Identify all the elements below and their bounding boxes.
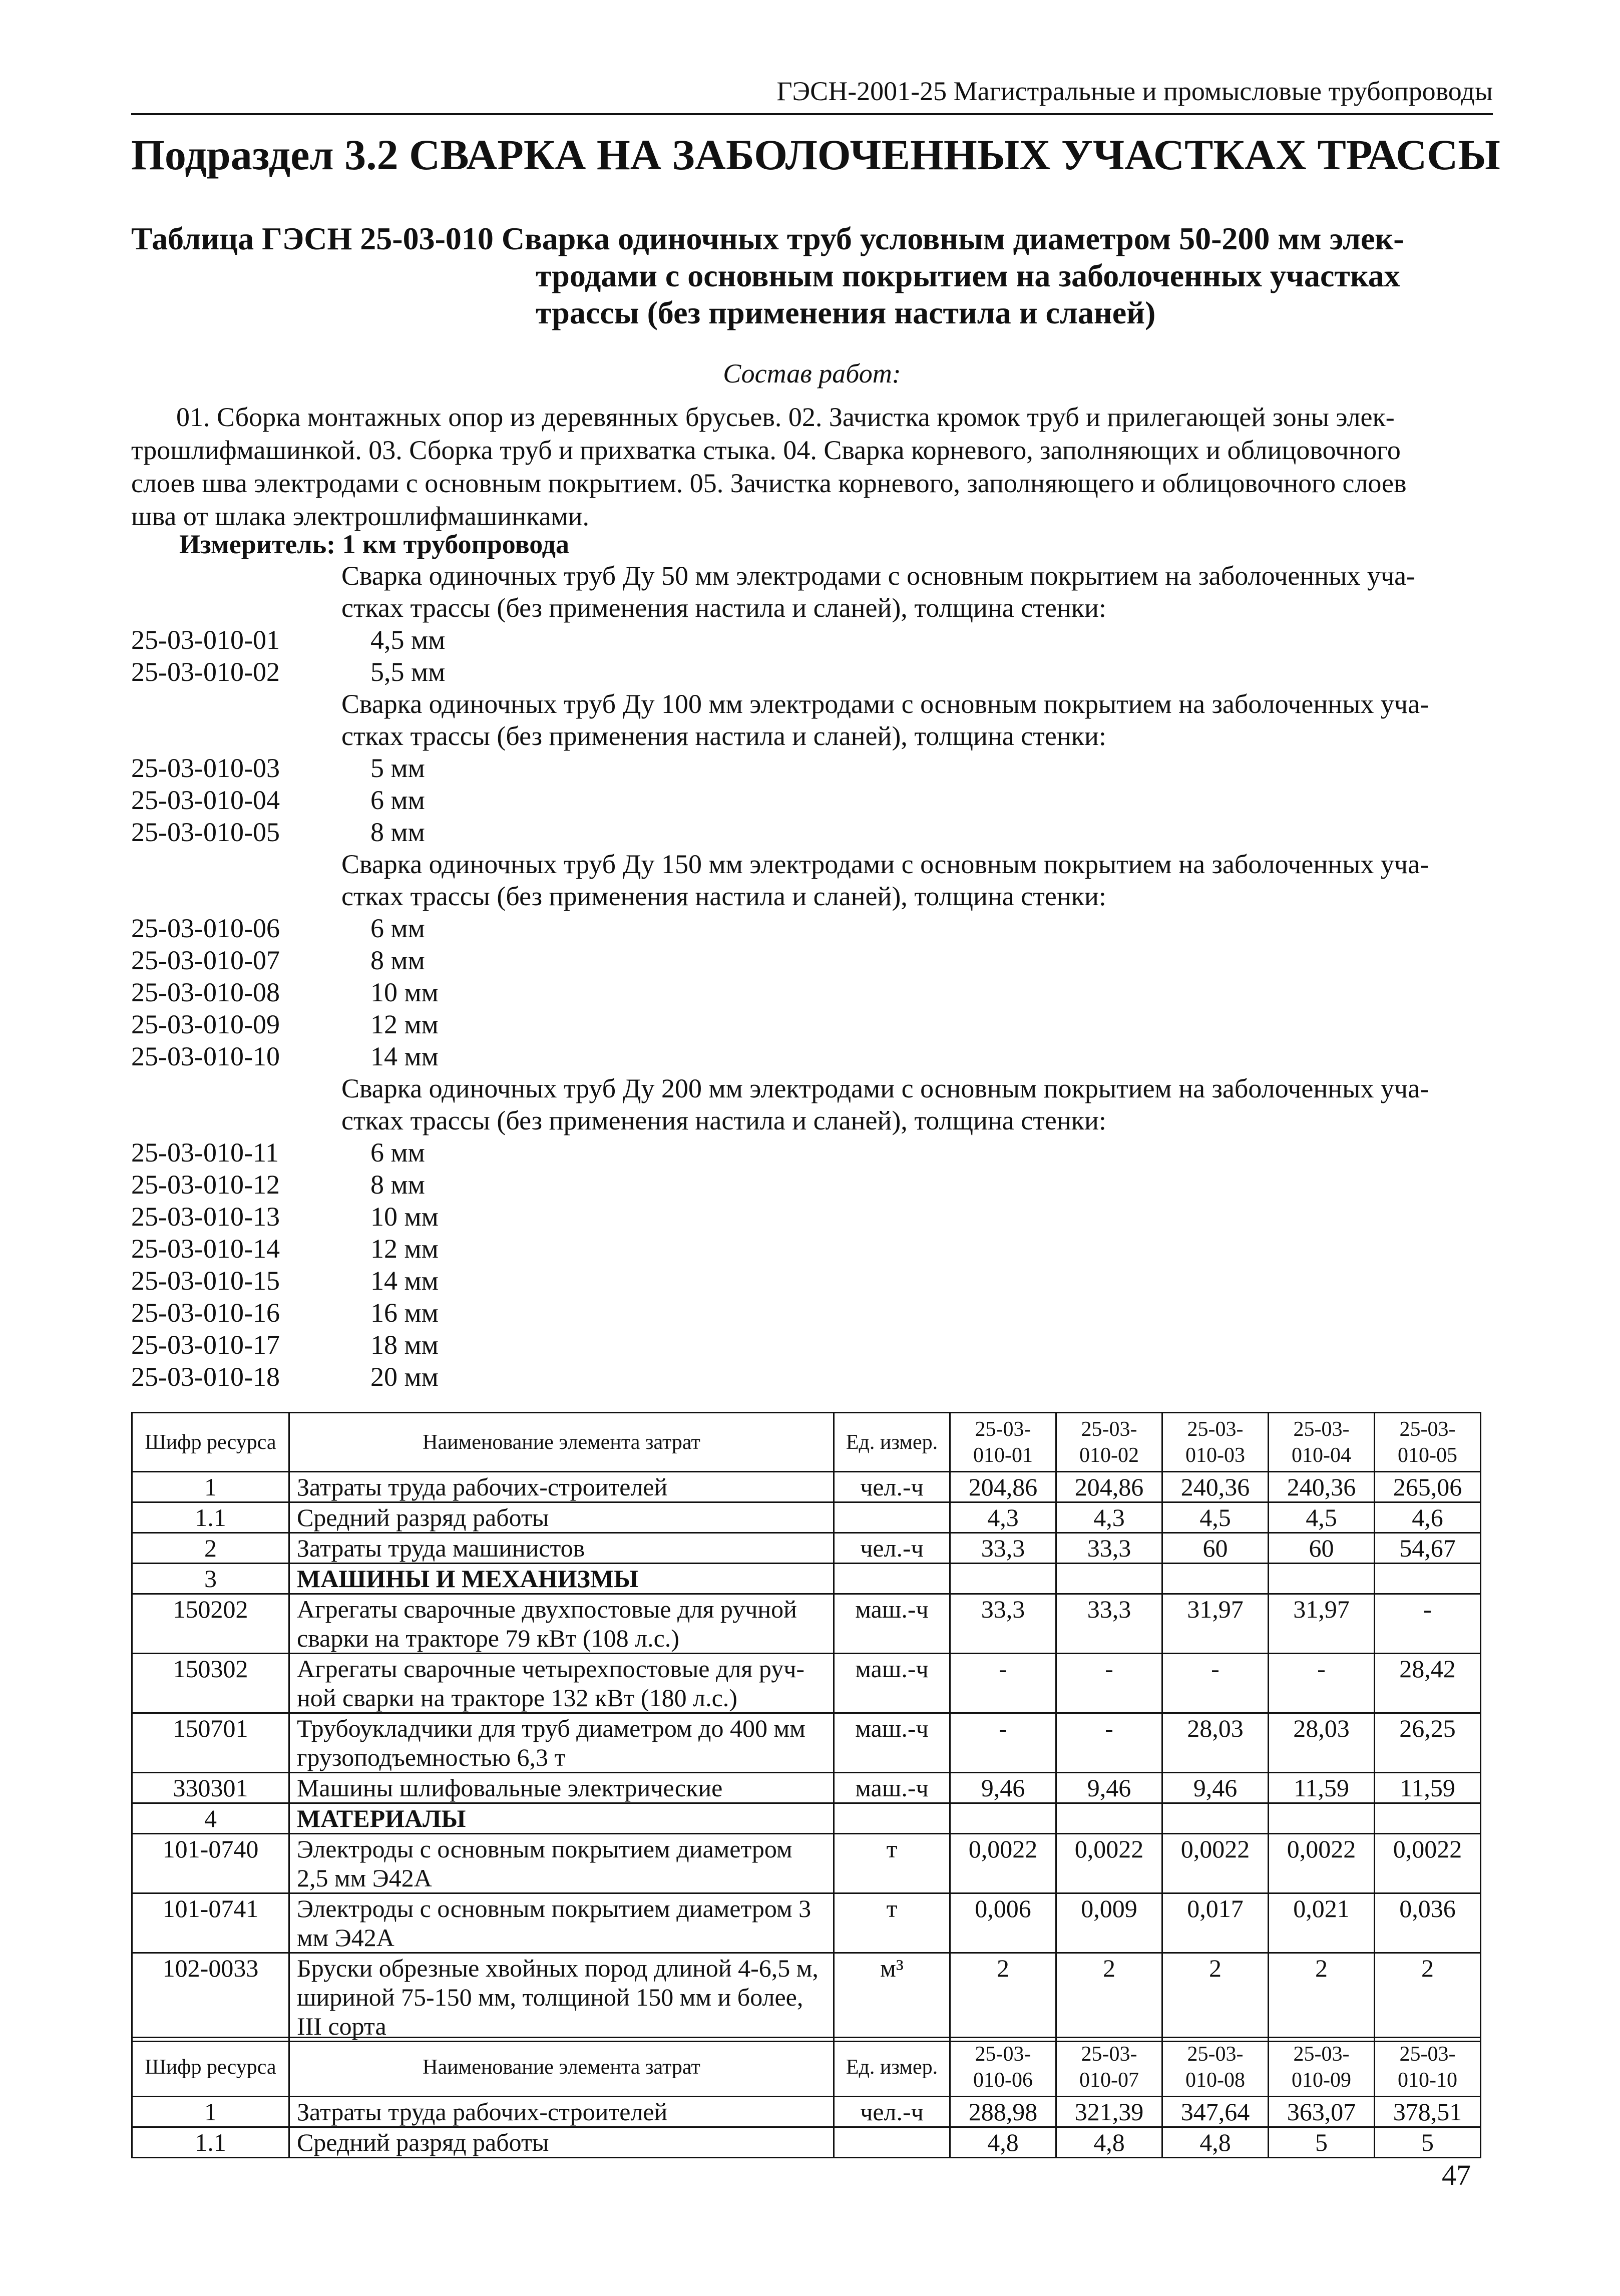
norm-thickness: 5,5 мм: [370, 657, 446, 687]
norm-code-part: 010-06: [973, 2068, 1033, 2092]
norm-thickness: 5 мм: [370, 753, 425, 783]
column-header-norm: [950, 2038, 1056, 2097]
norm-value: 5: [1269, 2127, 1375, 2158]
norm-value: [1162, 1803, 1269, 1834]
norm-value: 2: [950, 1953, 1056, 2042]
norm-value: 28,03: [1269, 1713, 1375, 1773]
norm-code-part: 010-04: [1292, 1443, 1351, 1467]
norm-thickness: 8 мм: [370, 945, 425, 975]
cost-element-name: МАШИНЫ И МЕХАНИЗМЫ: [289, 1564, 834, 1594]
norm-value: 0,0022: [1269, 1834, 1375, 1893]
norm-code-part: 25-03-: [1293, 1417, 1350, 1441]
page-number: 47: [1442, 2159, 1471, 2191]
table-row: [132, 1893, 1481, 1953]
norm-value: 26,25: [1375, 1713, 1481, 1773]
norm-thickness: 10 мм: [370, 977, 439, 1007]
description-line: стках трассы (без применения настила и сланей), толщина стенки:: [341, 721, 1106, 751]
norm-value: 33,3: [950, 1594, 1056, 1654]
norm-value: 2: [1375, 1953, 1481, 2042]
norm-row: [131, 1329, 1493, 1361]
resource-code: 1.1: [132, 1502, 289, 1533]
norm-thickness: 20 мм: [370, 1362, 439, 1392]
norm-code-part: 25-03-: [1187, 1417, 1244, 1441]
norm-value: 240,36: [1269, 1472, 1375, 1502]
table-row: [132, 1502, 1481, 1533]
column-header-norm: [1056, 2038, 1162, 2097]
table-row: [132, 2127, 1481, 2158]
norm-code-part: 25-03-: [975, 1417, 1031, 1441]
norm-thickness: 12 мм: [370, 1234, 439, 1264]
work-line: трошлифмашинкой. 03. Сборка труб и прихватка стыка. 04. Сварка корневого, заполняющих и облицовочного: [131, 435, 1401, 465]
norm-row: [131, 1233, 1493, 1265]
norm-value: 0,009: [1056, 1893, 1162, 1953]
resource-code: 330301: [132, 1773, 289, 1803]
norm-thickness: 6 мм: [370, 785, 425, 815]
norm-row: [131, 1265, 1493, 1297]
norm-group-description: [131, 688, 1493, 752]
description-line: стках трассы (без применения настила и сланей), толщина стенки:: [341, 1105, 1106, 1135]
resource-table-1: [131, 1412, 1481, 2042]
resource-code: 150701: [132, 1713, 289, 1773]
unit: [834, 1803, 950, 1834]
norm-value: 4,8: [1056, 2127, 1162, 2158]
norm-value: 0,006: [950, 1893, 1056, 1953]
cost-element-name: [289, 1654, 834, 1713]
norm-value: -: [1056, 1654, 1162, 1713]
norm-thickness: 12 мм: [370, 1009, 439, 1039]
column-header-norm: [1375, 2038, 1481, 2097]
norm-thickness: 8 мм: [370, 817, 425, 847]
norm-code-part: 25-03-: [1399, 1417, 1456, 1441]
norm-value: [1269, 1564, 1375, 1594]
resource-code: 1.1: [132, 2127, 289, 2158]
name-line: ной сварки на тракторе 132 кВт (180 л.с.): [297, 1684, 737, 1712]
norm-code: 25-03-010-02: [131, 657, 280, 687]
norm-value: 204,86: [1056, 1472, 1162, 1502]
norm-value: 2: [1056, 1953, 1162, 2042]
norm-code: 25-03-010-09: [131, 1009, 280, 1039]
norm-code-part: 25-03-: [1293, 2042, 1350, 2066]
norm-value: 28,42: [1375, 1654, 1481, 1713]
norm-group-description: [131, 560, 1493, 624]
norm-row: [131, 1169, 1493, 1201]
name-line: мм Э42А: [297, 1924, 394, 1952]
norm-code-part: 010-07: [1079, 2068, 1139, 2092]
unit: [834, 1502, 950, 1533]
resource-code: 4: [132, 1803, 289, 1834]
work-composition-text: [131, 401, 1493, 533]
name-line: шириной 75-150 мм, толщиной 150 мм и более,: [297, 1983, 803, 2011]
column-header-norm: [1375, 1413, 1481, 1472]
norm-value: [1056, 1564, 1162, 1594]
norm-value: 33,3: [1056, 1533, 1162, 1564]
norm-value: [950, 1803, 1056, 1834]
norm-code: 25-03-010-03: [131, 753, 280, 783]
norm-value: 33,3: [950, 1533, 1056, 1564]
norm-value: 2: [1269, 1953, 1375, 2042]
norm-value: 0,0022: [1162, 1834, 1269, 1893]
norm-value: 288,98: [950, 2097, 1056, 2127]
unit: [834, 1564, 950, 1594]
resource-code: 101-0740: [132, 1834, 289, 1893]
norm-code-part: 25-03-: [1187, 2042, 1244, 2066]
norm-value: 28,03: [1162, 1713, 1269, 1773]
norm-value: [1269, 1803, 1375, 1834]
norm-value: 11,59: [1269, 1773, 1375, 1803]
norm-value: 9,46: [1056, 1773, 1162, 1803]
norm-code: 25-03-010-15: [131, 1266, 280, 1296]
running-header: ГЭСН-2001-25 Магистральные и промысловые трубопроводы: [776, 76, 1493, 106]
norm-value: 2: [1162, 1953, 1269, 2042]
norm-group-description: [131, 848, 1493, 912]
table-row: [132, 1773, 1481, 1803]
column-header-name: Наименование элемента затрат: [289, 2038, 834, 2097]
name-line: Агрегаты сварочные двухпостовые для ручной: [297, 1595, 797, 1623]
work-composition-heading: Состав работ:: [723, 358, 901, 389]
resource-code: 150202: [132, 1594, 289, 1654]
resource-code: 101-0741: [132, 1893, 289, 1953]
norm-code-part: 010-03: [1185, 1443, 1245, 1467]
norm-value: 0,036: [1375, 1893, 1481, 1953]
measure-label: Измеритель:: [179, 529, 336, 559]
description-line: стках трассы (без применения настила и сланей), толщина стенки:: [341, 881, 1106, 911]
norm-value: 4,8: [1162, 2127, 1269, 2158]
description-line: Сварка одиночных труб Ду 150 мм электродами с основным покрытием на заболоченных уча-: [341, 849, 1429, 879]
table-title: [131, 220, 1493, 331]
cost-element-name: Затраты труда машинистов: [289, 1533, 834, 1564]
resource-code: 150302: [132, 1654, 289, 1713]
cost-element-name: Затраты труда рабочих-строителей: [289, 2097, 834, 2127]
norm-value: 0,0022: [1375, 1834, 1481, 1893]
table-title-line: тродами с основным покрытием на заболоченных участках: [536, 258, 1400, 293]
name-line: сварки на тракторе 79 кВт (108 л.с.): [297, 1624, 679, 1652]
description-line: Сварка одиночных труб Ду 100 мм электродами с основным покрытием на заболоченных уча-: [341, 689, 1429, 719]
norm-code-part: 010-09: [1292, 2068, 1351, 2092]
norm-code-part: 25-03-: [1399, 2042, 1456, 2066]
norm-code-part: 25-03-: [975, 2042, 1031, 2066]
norm-code-part: 010-10: [1398, 2068, 1457, 2092]
norm-value: [950, 1564, 1056, 1594]
table-row: [132, 2097, 1481, 2127]
norm-row: [131, 1040, 1493, 1072]
unit: маш.-ч: [834, 1594, 950, 1654]
norm-value: [1375, 1803, 1481, 1834]
norm-value: 11,59: [1375, 1773, 1481, 1803]
name-line: грузоподъемностью 6,3 т: [297, 1743, 566, 1771]
norm-code: 25-03-010-10: [131, 1041, 280, 1071]
work-line: 01. Сборка монтажных опор из деревянных брусьев. 02. Зачистка кромок труб и прилегающей зоны элек-: [176, 402, 1395, 432]
name-line: Бруски обрезные хвойных пород длиной 4-6,5 м,: [297, 1954, 819, 1982]
unit: маш.-ч: [834, 1713, 950, 1773]
norm-thickness: 14 мм: [370, 1041, 439, 1071]
norm-value: 9,46: [1162, 1773, 1269, 1803]
column-header-norm: [950, 1413, 1056, 1472]
name-line: III сорта: [297, 2012, 386, 2040]
norm-value: 321,39: [1056, 2097, 1162, 2127]
norm-value: 378,51: [1375, 2097, 1481, 2127]
unit: чел.-ч: [834, 1472, 950, 1502]
norm-thickness: 14 мм: [370, 1266, 439, 1296]
column-header-norm: [1269, 1413, 1375, 1472]
norm-value: 31,97: [1162, 1594, 1269, 1654]
norm-value: 54,67: [1375, 1533, 1481, 1564]
norm-row: [131, 976, 1493, 1008]
work-line: шва от шлака электрошлифмашинками.: [131, 501, 590, 531]
table-row: [132, 1953, 1481, 2042]
norm-row: [131, 656, 1493, 688]
header-row: [132, 2038, 1481, 2097]
norm-code: 25-03-010-04: [131, 785, 280, 815]
unit: м³: [834, 1953, 950, 2042]
norm-value: 31,97: [1269, 1594, 1375, 1654]
cost-element-name: [289, 1713, 834, 1773]
norm-row: [131, 784, 1493, 816]
norm-code-part: 010-08: [1185, 2068, 1245, 2092]
norm-row: [131, 1136, 1493, 1169]
norm-value: 204,86: [950, 1472, 1056, 1502]
table-title-line: трассы (без применения настила и сланей): [536, 295, 1156, 330]
norm-value: -: [1056, 1713, 1162, 1773]
norm-code: 25-03-010-17: [131, 1330, 280, 1360]
resource-code: 1: [132, 1472, 289, 1502]
cost-element-name: [289, 1953, 834, 2042]
norm-code: 25-03-010-12: [131, 1170, 280, 1200]
resource-code: 2: [132, 1533, 289, 1564]
name-line: Агрегаты сварочные четырехпостовые для руч-: [297, 1655, 805, 1683]
description-line: Сварка одиночных труб Ду 50 мм электродами с основным покрытием на заболоченных уча-: [341, 561, 1416, 591]
table-row: [132, 1594, 1481, 1654]
name-line: Электроды с основным покрытием диаметром: [297, 1835, 792, 1863]
description-line: стках трассы (без применения настила и сланей), толщина стенки:: [341, 593, 1106, 623]
norm-code-part: 25-03-: [1081, 1417, 1137, 1441]
norm-code: 25-03-010-13: [131, 1202, 280, 1232]
norm-value: 363,07: [1269, 2097, 1375, 2127]
table-row: [132, 1533, 1481, 1564]
table-row: [132, 1472, 1481, 1502]
norm-thickness: 6 мм: [370, 913, 425, 943]
unit: маш.-ч: [834, 1654, 950, 1713]
norm-value: -: [950, 1713, 1056, 1773]
norm-thickness: 6 мм: [370, 1137, 425, 1168]
norm-value: 60: [1162, 1533, 1269, 1564]
norm-code: 25-03-010-06: [131, 913, 280, 943]
norm-group-description: [131, 1072, 1493, 1136]
column-header-code: Шифр ресурса: [132, 1413, 289, 1472]
norm-thickness: 4,5 мм: [370, 625, 446, 655]
cost-element-name: [289, 1594, 834, 1654]
norm-value: 240,36: [1162, 1472, 1269, 1502]
norm-row: [131, 912, 1493, 944]
cost-element-name: Средний разряд работы: [289, 2127, 834, 2158]
norm-thickness: 18 мм: [370, 1330, 439, 1360]
norm-code: 25-03-010-07: [131, 945, 280, 975]
norm-code: 25-03-010-16: [131, 1298, 280, 1328]
norm-value: 347,64: [1162, 2097, 1269, 2127]
norm-row: [131, 1201, 1493, 1233]
norm-thickness: 8 мм: [370, 1170, 425, 1200]
norm-thickness: 10 мм: [370, 1202, 439, 1232]
unit: чел.-ч: [834, 2097, 950, 2127]
name-line: Электроды с основным покрытием диаметром 3: [297, 1894, 812, 1923]
norm-value: 33,3: [1056, 1594, 1162, 1654]
table-title-line: Таблица ГЭСН 25-03-010 Сварка одиночных труб условным диаметром 50-200 мм элек-: [131, 221, 1404, 256]
norm-row: [131, 624, 1493, 656]
resource-code: 3: [132, 1564, 289, 1594]
column-header-unit: Ед. измер.: [834, 2038, 950, 2097]
norm-row: [131, 1008, 1493, 1040]
norm-value: [1375, 1564, 1481, 1594]
norm-row: [131, 752, 1493, 784]
table-row: [132, 1564, 1481, 1594]
unit: т: [834, 1893, 950, 1953]
norm-row: [131, 1297, 1493, 1329]
norm-code: 25-03-010-18: [131, 1362, 280, 1392]
unit: маш.-ч: [834, 1773, 950, 1803]
norm-value: [1056, 1803, 1162, 1834]
norm-code-part: 25-03-: [1081, 2042, 1137, 2066]
table-row: [132, 1834, 1481, 1893]
resource-code: 102-0033: [132, 1953, 289, 2042]
cost-element-name: Средний разряд работы: [289, 1502, 834, 1533]
header-rule: [131, 113, 1493, 115]
norm-value: 60: [1269, 1533, 1375, 1564]
table-row: [132, 1803, 1481, 1834]
norm-code: 25-03-010-14: [131, 1234, 280, 1264]
norm-row: [131, 816, 1493, 848]
norm-value: 9,46: [950, 1773, 1056, 1803]
measure-value: 1 км трубопровода: [342, 529, 570, 559]
norm-value: 265,06: [1375, 1472, 1481, 1502]
resource-table-2: [131, 2037, 1481, 2158]
norm-value: 4,8: [950, 2127, 1056, 2158]
cost-element-name: [289, 1834, 834, 1893]
column-header-unit: Ед. измер.: [834, 1413, 950, 1472]
norm-code: 25-03-010-05: [131, 817, 280, 847]
norm-code: 25-03-010-08: [131, 977, 280, 1007]
cost-element-name: [289, 1893, 834, 1953]
cost-element-name: Машины шлифовальные электрические: [289, 1773, 834, 1803]
column-header-norm: [1162, 2038, 1269, 2097]
table-row: [132, 1713, 1481, 1773]
unit: т: [834, 1834, 950, 1893]
column-header-code: Шифр ресурса: [132, 2038, 289, 2097]
column-header-norm: [1162, 1413, 1269, 1472]
unit: [834, 2127, 950, 2158]
norm-code-part: 010-02: [1079, 1443, 1139, 1467]
norm-value: 5: [1375, 2127, 1481, 2158]
unit: чел.-ч: [834, 1533, 950, 1564]
norm-value: 4,5: [1269, 1502, 1375, 1533]
measure-unit: [179, 528, 569, 561]
cost-element-name: МАТЕРИАЛЫ: [289, 1803, 834, 1834]
norm-value: [1162, 1564, 1269, 1594]
norm-thickness: 16 мм: [370, 1298, 439, 1328]
norm-list: [131, 560, 1493, 1393]
norm-value: 4,6: [1375, 1502, 1481, 1533]
norm-value: -: [950, 1654, 1056, 1713]
norm-code-part: 010-05: [1398, 1443, 1457, 1467]
norm-value: 0,0022: [1056, 1834, 1162, 1893]
norm-value: -: [1375, 1594, 1481, 1654]
column-header-norm: [1269, 2038, 1375, 2097]
norm-value: 4,3: [1056, 1502, 1162, 1533]
name-line: 2,5 мм Э42А: [297, 1864, 432, 1892]
norm-value: 4,3: [950, 1502, 1056, 1533]
cost-element-name: Затраты труда рабочих-строителей: [289, 1472, 834, 1502]
resource-code: 1: [132, 2097, 289, 2127]
norm-code: 25-03-010-11: [131, 1137, 279, 1168]
table-row: [132, 1654, 1481, 1713]
norm-value: 0,017: [1162, 1893, 1269, 1953]
description-line: Сварка одиночных труб Ду 200 мм электродами с основным покрытием на заболоченных уча-: [341, 1073, 1429, 1103]
norm-value: 0,0022: [950, 1834, 1056, 1893]
norm-code: 25-03-010-01: [131, 625, 280, 655]
work-line: слоев шва электродами с основным покрытием. 05. Зачистка корневого, заполняющего и облицовочного слоев: [131, 468, 1407, 498]
header-row: [132, 1413, 1481, 1472]
norm-code-part: 010-01: [973, 1443, 1033, 1467]
subsection-title: Подраздел 3.2 СВАРКА НА ЗАБОЛОЧЕННЫХ УЧАСТКАХ ТРАССЫ: [131, 131, 1500, 179]
column-header-name: Наименование элемента затрат: [289, 1413, 834, 1472]
norm-row: [131, 944, 1493, 976]
column-header-norm: [1056, 1413, 1162, 1472]
norm-value: 0,021: [1269, 1893, 1375, 1953]
norm-row: [131, 1361, 1493, 1393]
name-line: Трубоукладчики для труб диаметром до 400 мм: [297, 1714, 805, 1742]
norm-value: 4,5: [1162, 1502, 1269, 1533]
norm-value: -: [1162, 1654, 1269, 1713]
norm-value: -: [1269, 1654, 1375, 1713]
